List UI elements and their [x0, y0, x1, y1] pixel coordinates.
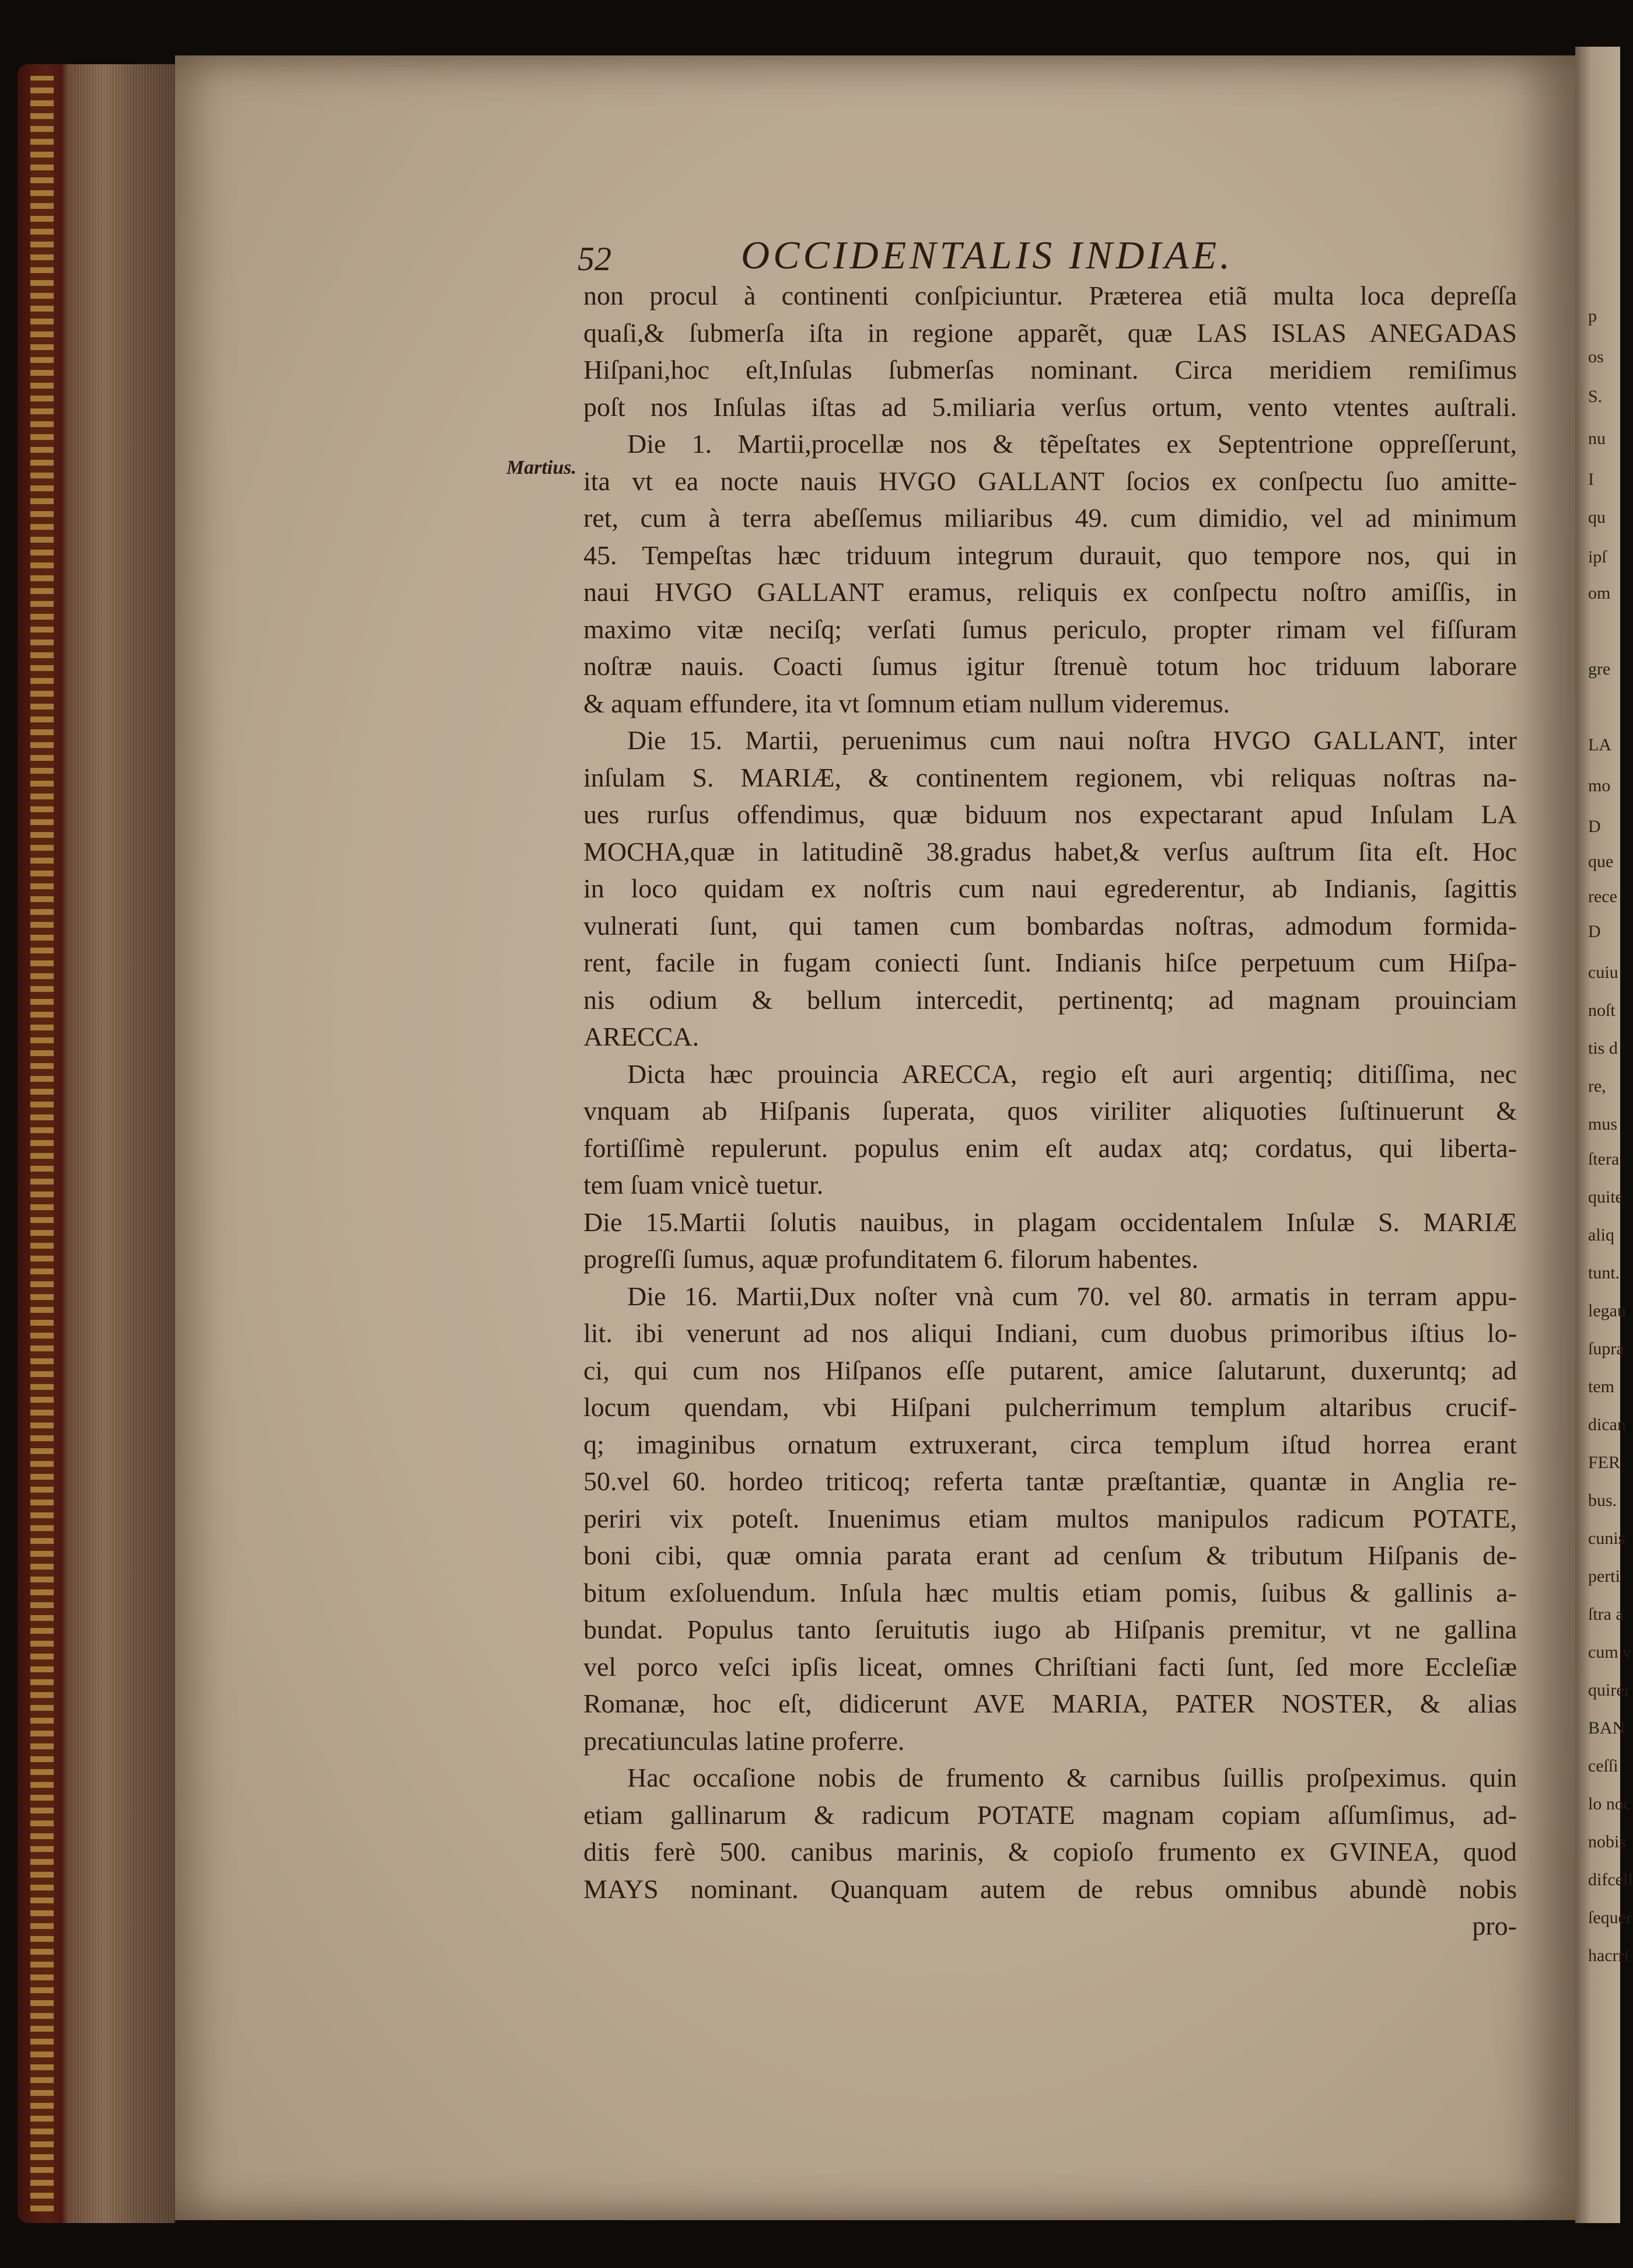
text-line: fortiſſimè repulerunt. populus enim eſt audax atq; cordatus, qui liberta-: [583, 1133, 1517, 1163]
text-line: MAYS nominant. Quanquam autem de rebus omnibus abundè nobis: [583, 1874, 1517, 1904]
text-line: maximo vitæ neciſq; verſati ſumus periculo, propter rimam vel fiſſuram: [583, 614, 1517, 644]
next-page-fragment: S.: [1588, 387, 1603, 406]
text-line: progreſſi ſumus, aquæ profunditatem 6. filorum habentes.: [583, 1244, 1198, 1274]
next-page-fragment: I: [1588, 470, 1594, 489]
text-line: Die 15.Martii ſolutis nauibus, in plagam occidentalem Inſulæ S. MARIÆ: [583, 1207, 1517, 1237]
text-line: q; imaginibus ornatum extruxerant, circa templum iſtud horrea erant: [583, 1429, 1517, 1459]
next-page-fragment: tunt.: [1588, 1263, 1620, 1282]
text-line: ita vt ea nocte nauis HVGO GALLANT ſocios ex conſpectu ſuo amitte-: [583, 466, 1517, 496]
running-head: OCCIDENTALIS INDIAE.: [741, 233, 1234, 277]
text-line: non procul à continenti conſpiciuntur. Præterea etiã multa loca depreſſa: [583, 281, 1517, 310]
text-line: locum quendam, vbi Hiſpani pulcherrimum templum altaribus crucif-: [583, 1392, 1517, 1422]
marginal-note: Martius.: [506, 457, 576, 478]
text-line: Hiſpani,hoc eſt,Inſulas ſubmerſas nominant. Circa meridiem remiſimus: [583, 355, 1517, 385]
text-line: boni cibi, quæ omnia parata erant ad cenſum & tributum Hiſpanis de-: [583, 1540, 1517, 1570]
text-line: & aquam effundere, ita vt ſomnum etiam nullum videremus.: [583, 688, 1230, 718]
next-page-fragment: cum v: [1588, 1643, 1632, 1662]
text-line: ditis ferè 500. canibus marinis, & copioſo frumento ex GVINEA, quod: [583, 1837, 1517, 1867]
next-page-fragment: FER: [1588, 1453, 1621, 1472]
text-line: in loco quidam ex noſtris cum naui egrederentur, ab Indianis, ſagittis: [583, 873, 1517, 903]
next-page-fragment: perti: [1588, 1567, 1620, 1586]
next-page-fragment: re,: [1588, 1077, 1606, 1096]
next-page-fragment: om: [1588, 583, 1611, 603]
next-page-fragment: hacrri: [1588, 1946, 1629, 1965]
text-line: 50.vel 60. hordeo triticoq; referta tantæ præſtantiæ, quantæ in Anglia re-: [583, 1466, 1517, 1496]
text-line: precatiunculas latine proferre.: [583, 1725, 905, 1756]
next-page-fragment: noſt: [1588, 1001, 1615, 1020]
text-line: nis odium & bellum intercedit, pertinentq; ad magnam prouinciam: [583, 984, 1517, 1015]
text-line: ues rurſus offendimus, quæ biduum nos expectarant apud Inſulam LA: [583, 799, 1517, 829]
next-page-fragment: difcell: [1588, 1870, 1633, 1889]
text-line: Die 16. Martii,Dux noſter vnà cum 70. vel 80. armatis in terram appu-: [627, 1281, 1517, 1311]
text-line: vulnerati ſunt, qui tamen cum bombardas noſtras, admodum formida-: [583, 910, 1517, 941]
next-page-fragment: p: [1588, 306, 1597, 326]
next-page-fragment: qu: [1588, 508, 1606, 527]
text-line: lit. ibi venerunt ad nos aliqui Indiani, cum duobus primoribus iſtius lo-: [583, 1318, 1517, 1348]
next-page-fragment: LA: [1588, 735, 1611, 754]
text-line: vel porco veſci ipſis liceat, omnes Chriſtiani facti ſunt, ſed more Eccleſiæ: [583, 1651, 1517, 1682]
text-line: tem ſuam vnicè tuetur.: [583, 1170, 824, 1200]
text-line: poſt nos Inſulas iſtas ad 5.miliaria verſus ortum, vento vtentes auſtrali.: [583, 392, 1517, 422]
text-line: Die 1. Martii,procellæ nos & tẽpeſtates ex Septentrione oppreſſerunt,: [627, 429, 1517, 459]
next-page-fragment: nu: [1588, 429, 1606, 448]
next-page-fragment: que: [1588, 852, 1614, 871]
next-page-fragment: aliq: [1588, 1225, 1614, 1245]
body-text: [583, 277, 1517, 1945]
text-line: inſulam S. MARIÆ, & continentem regionem, vbi reliquas noſtras na-: [583, 762, 1517, 792]
text-line: rent, facile in fugam coniecti ſunt. Indianis hiſce perpetuum cum Hiſpa-: [583, 948, 1517, 977]
next-page-fragment: ſtera: [1588, 1149, 1620, 1169]
next-page-sliver: [1575, 47, 1633, 2223]
text-line: bundat. Populus tanto ſeruitutis iugo ab Hiſpanis premitur, vt ne gallina: [583, 1614, 1517, 1644]
text-line: bitum exſoluendum. Inſula hæc multis etiam pomis, ſuibus & gallinis a-: [583, 1577, 1517, 1607]
book-fore-edge: [18, 64, 175, 2223]
next-page-fragment: lo noc: [1588, 1794, 1632, 1813]
text-line: MOCHA,quæ in latitudinẽ 38.gradus habet,& verſus auſtrum ſita eſt. Hoc: [583, 836, 1517, 866]
next-page-fragment: tis d: [1588, 1039, 1618, 1058]
next-page-fragment: ceſſi: [1588, 1756, 1618, 1776]
next-page-fragment: tem: [1588, 1377, 1614, 1396]
text-line: pro-: [1472, 1911, 1517, 1941]
next-page-fragment: ipſ: [1588, 547, 1607, 567]
next-page-fragment: quite: [1588, 1187, 1623, 1207]
next-page-fragment: rece: [1588, 887, 1617, 906]
text-line: ARECCA.: [583, 1022, 700, 1051]
next-page-fragment: mo: [1588, 776, 1611, 795]
text-line: 45. Tempeſtas hæc triduum integrum durauit, quo tempore nos, qui in: [583, 540, 1517, 570]
text-line: naui HVGO GALLANT eramus, reliquis ex conſpectu noſtro amiſſis, in: [583, 577, 1517, 607]
next-page-fragment: nobis: [1588, 1832, 1627, 1851]
next-page-fragment: ſequer: [1588, 1908, 1632, 1927]
next-page-fragment: quirer: [1588, 1680, 1630, 1700]
next-page-fragment: gre: [1588, 659, 1611, 679]
next-page-fragment: dican: [1588, 1415, 1626, 1434]
text-line: Dicta hæc prouincia ARECCA, regio eſt auri argentiq; ditiſſima, nec: [627, 1058, 1517, 1089]
text-line: noſtræ nauis. Coacti ſumus igitur ſtrenuè totum hoc triduum laborare: [583, 651, 1517, 681]
text-line: Hac occaſione nobis de frumento & carnibus ſuillis proſpeximus. quin: [627, 1763, 1517, 1792]
next-page-fragment: bus.: [1588, 1491, 1617, 1510]
text-line: quaſi,& ſubmerſa iſta in regione apparẽt, quæ LAS ISLAS ANEGADAS: [583, 317, 1517, 348]
page-number: 52: [578, 240, 611, 278]
text-line: vnquam ab Hiſpanis ſuperata, quos viriliter aliquoties ſuſtinuerunt &: [583, 1096, 1517, 1126]
text-line: Die 15. Martii, peruenimus cum naui noſtra HVGO GALLANT, inter: [627, 725, 1517, 755]
text-line: periri vix poteſt. Inuenimus etiam multos manipulos radicum POTATE,: [583, 1503, 1517, 1533]
next-page-fragment: os: [1588, 347, 1604, 366]
next-page-fragment: cuiu: [1588, 963, 1618, 982]
next-page-fragment: cunis: [1588, 1529, 1625, 1548]
next-page-fragment: legau: [1588, 1301, 1626, 1320]
next-page-fragment: ſupra: [1588, 1339, 1624, 1358]
text-line: ci, qui cum nos Hiſpanos eſſe putarent, amice ſalutarunt, duxeruntq; ad: [583, 1355, 1517, 1385]
next-page-fragment: BAN: [1588, 1718, 1625, 1738]
text-line: etiam gallinarum & radicum POTATE magnam copiam aſſumſimus, ad-: [583, 1799, 1517, 1830]
next-page-fragment: D: [1588, 922, 1601, 941]
next-page-fragment: ſtra a: [1588, 1605, 1624, 1624]
text-line: ret, cum à terra abeſſemus miliaribus 49. cum dimidio, vel ad minimum: [583, 503, 1517, 533]
next-page-fragment: D: [1588, 817, 1601, 836]
text-line: Romanæ, hoc eſt, didicerunt AVE MARIA, PATER NOSTER, & alias: [583, 1689, 1517, 1718]
next-page-fragment: mus: [1588, 1114, 1618, 1134]
